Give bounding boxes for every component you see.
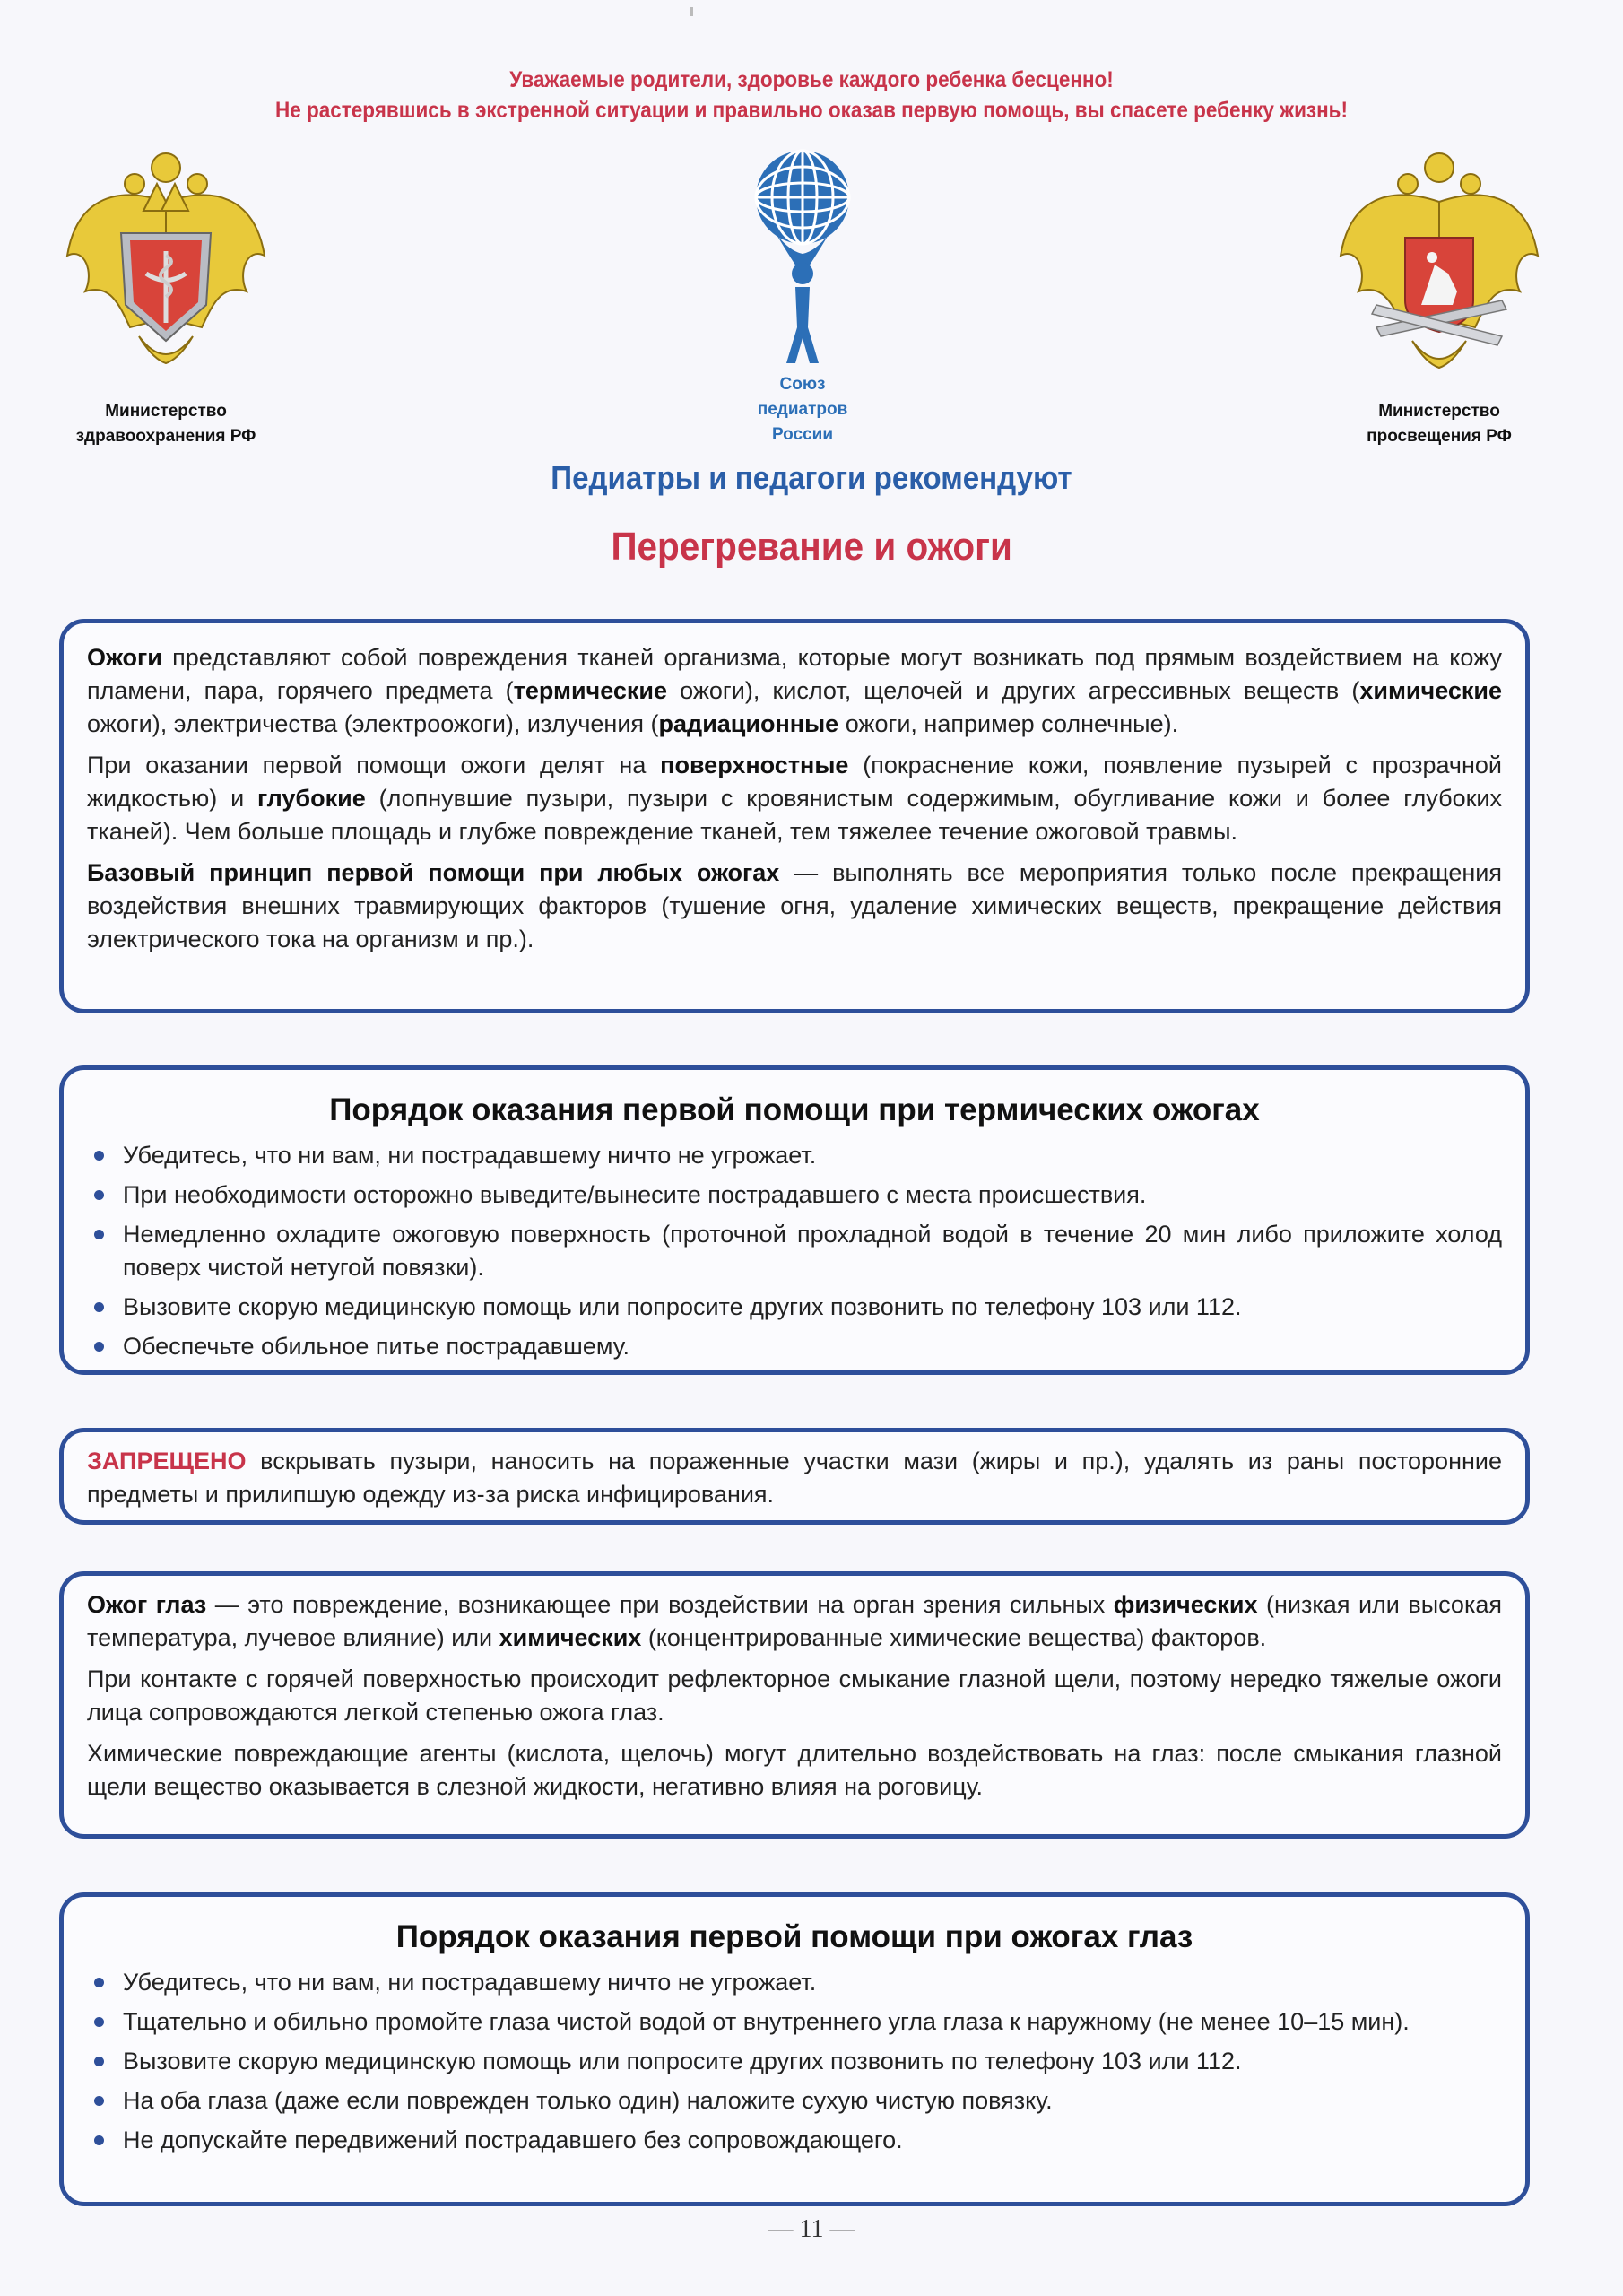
term-physical: физических xyxy=(1113,1591,1258,1618)
page-number: — 11 — xyxy=(768,2215,855,2243)
ministry-education-label-1: Министерство xyxy=(1378,402,1500,421)
text: (покраснение кожи, появление пузырей с прозрачной жидкостью) и xyxy=(87,752,1503,812)
subtitle xyxy=(0,459,1623,497)
list-item: Убедитесь, что ни вам, ни пострадавшему ничто не угрожает. xyxy=(87,1966,1502,1999)
term-chemical-factors: химических xyxy=(499,1624,642,1651)
text: ожоги, например солнечные). xyxy=(838,710,1179,737)
term-eye-burn: Ожог глаз xyxy=(87,1591,207,1618)
text: представляют собой повреждения тканей организма, которые могут возникать под прямым воздействием на кожу пламени, пара, горячего предмета ( xyxy=(87,644,1502,704)
globe-figure-icon xyxy=(749,148,856,363)
list-item: При необходимости осторожно выведите/вынесите пострадавшего с места происшествия. xyxy=(87,1178,1502,1212)
intro-paragraph-1 xyxy=(87,641,1502,741)
text: ожоги), кислот, щелочей и других агрессивных веществ ( xyxy=(667,677,1360,704)
double-headed-eagle-education-icon xyxy=(1332,148,1547,381)
intro-box xyxy=(59,619,1530,1013)
pediatricians-union-logo xyxy=(699,148,906,448)
text: ожоги), электричества (электроожоги), излучения ( xyxy=(87,710,659,737)
intro-paragraph-3 xyxy=(87,857,1502,956)
ministry-health-logo xyxy=(45,148,287,449)
forbidden-text xyxy=(87,1445,1502,1511)
forbidden-box xyxy=(59,1428,1530,1525)
term-thermal: термические xyxy=(513,677,668,704)
intro-paragraph-2 xyxy=(87,749,1502,848)
page-title xyxy=(0,525,1623,570)
term-radiation: радиационные xyxy=(658,710,839,737)
eye-aid-list xyxy=(87,1966,1502,2157)
text: (низкая или высокая температура, лучевое влияние) или xyxy=(87,1591,1502,1651)
forbidden-label: ЗАПРЕЩЕНО xyxy=(87,1448,247,1474)
ministry-health-label-2: здравоохранения РФ xyxy=(75,427,256,446)
term-superficial: поверхностные xyxy=(660,752,849,778)
term-deep: глубокие xyxy=(257,785,366,812)
union-label-3: России xyxy=(771,425,834,444)
union-label-1: Союз xyxy=(779,375,826,394)
banner-line-1: Уважаемые родители, здоровье каждого ребенка бесценно! xyxy=(509,67,1114,92)
term-burns: Ожоги xyxy=(87,644,162,671)
text: вскрывать пузыри, наносить на пораженные участки мази (жиры и пр.), удалять из раны посторонние предметы и прилипшую одежду из-за риска инфицирования. xyxy=(87,1448,1502,1508)
subtitle-text: Педиатры и педагоги рекомендуют xyxy=(551,459,1072,496)
term-basic-principle: Базовый принцип первой помощи при любых ожогах xyxy=(87,859,780,886)
eye-burn-box xyxy=(59,1571,1530,1839)
text: — это повреждение, возникающее при воздействии на орган зрения сильных xyxy=(206,1591,1114,1618)
ministry-education-label-2: просвещения РФ xyxy=(1367,427,1512,446)
list-item: Вызовите скорую медицинскую помощь или попросите других позвонить по телефону 103 или 112. xyxy=(87,2045,1502,2078)
thermal-aid-box xyxy=(59,1065,1530,1375)
eye-burn-paragraph-3: Химические повреждающие агенты (кислота, щелочь) могут длительно воздействовать на глаз: после смыкания глазной щели вещество оказывается в слезной жидкости, негативно влияя на роговицу. xyxy=(87,1740,1502,1800)
text: — выполнять все мероприятия только после прекращения воздействия внешних травмирующих факторов (тушение огня, удаление химических веществ, прекращение действия электрического тока на организм и пр.). xyxy=(87,859,1502,952)
text: При оказании первой помощи ожоги делят на xyxy=(87,752,661,778)
text: (лопнувшие пузыри, пузыри с кровянистым содержимым, обугливание кожи и более глубоких тканей). Чем больше площадь и глубже повреждение тканей, тем тяжелее течение ожоговой травмы. xyxy=(87,785,1502,845)
eye-burn-paragraph-2: При контакте с горячей поверхностью происходит рефлекторное смыкание глазной щели, поэтому нередко тяжелые ожоги лица сопровождаются легкой степенью ожога глаз. xyxy=(87,1665,1502,1726)
eye-burn-paragraph-1 xyxy=(87,1588,1502,1655)
list-item: Не допускайте передвижений пострадавшего без сопровождающего. xyxy=(87,2124,1502,2157)
list-item: Вызовите скорую медицинскую помощь или попросите других позвонить по телефону 103 или 112. xyxy=(87,1291,1502,1324)
thermal-aid-list xyxy=(87,1139,1502,1363)
text: (концентрированные химические вещества) факторов. xyxy=(641,1624,1267,1651)
banner-line-2: Не растерявшись в экстренной ситуации и правильно оказав первую помощь, вы спасете ребенку жизнь! xyxy=(274,98,1349,123)
list-item: Убедитесь, что ни вам, ни пострадавшему ничто не угрожает. xyxy=(87,1139,1502,1172)
ministry-education-logo xyxy=(1291,148,1587,449)
eye-aid-box xyxy=(59,1892,1530,2206)
thermal-aid-title: Порядок оказания первой помощи при термических ожогах xyxy=(329,1092,1260,1127)
list-item: На оба глаза (даже если поврежден только один) наложите сухую чистую повязку. xyxy=(87,2084,1502,2118)
page-title-text: Перегревание и ожоги xyxy=(611,525,1012,569)
list-item: Обеспечьте обильное питье пострадавшему. xyxy=(87,1330,1502,1363)
ministry-health-label-1: Министерство xyxy=(105,402,227,421)
scan-mark xyxy=(690,7,693,16)
header-banner xyxy=(0,65,1623,126)
term-chemical: химические xyxy=(1359,677,1502,704)
union-label-2: педиатров xyxy=(757,400,848,419)
double-headed-eagle-medical-icon xyxy=(58,148,273,381)
list-item: Тщательно и обильно промойте глаза чистой водой от внутреннего угла глаза к наружному (не менее 10–15 мин). xyxy=(87,2005,1502,2039)
eye-aid-title: Порядок оказания первой помощи при ожогах глаз xyxy=(395,1919,1193,1954)
list-item: Немедленно охладите ожоговую поверхность (проточной прохладной водой в течение 20 мин либо приложите холод поверх чистой нетугой повязки). xyxy=(87,1218,1502,1284)
